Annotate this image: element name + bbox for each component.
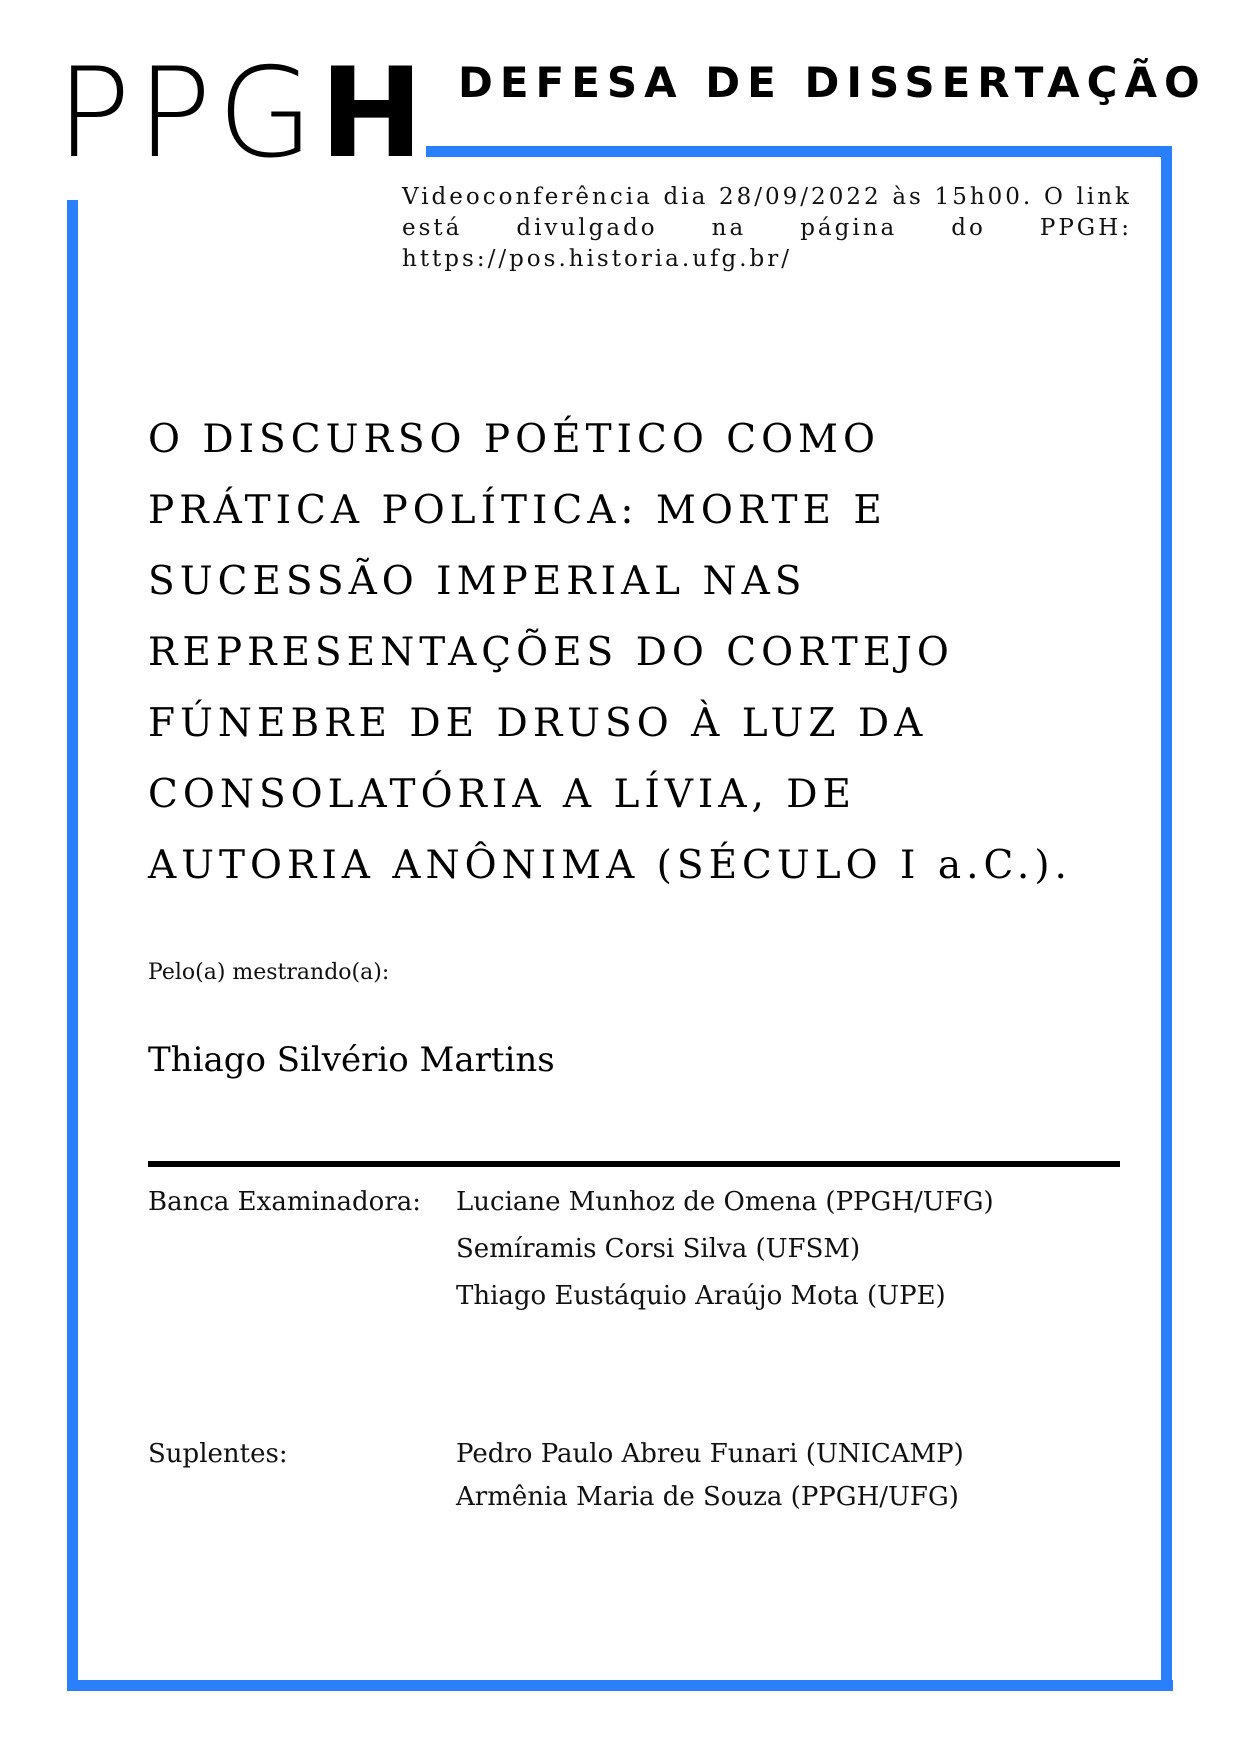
logo-main: PPG [56, 42, 320, 186]
title-line: CONSOLATÓRIA A LÍVIA, DE [148, 772, 857, 817]
title-line: O DISCURSO POÉTICO COMO [148, 417, 880, 462]
dissertation-title [148, 404, 1148, 901]
title-line: FÚNEBRE DE DRUSO À LUZ DA [148, 701, 928, 746]
committee-member: Thiago Eustáquio Araújo Mota (UPE) [456, 1280, 946, 1311]
event-info: Videoconferência dia 28/09/2022 às 15h00. O link está divulgado na página do PPGH: https://pos.historia.ufg.br/ [402, 184, 1132, 272]
substitute-member: Pedro Paulo Abreu Funari (UNICAMP) [456, 1438, 964, 1469]
title-line: SUCESSÃO IMPERIAL NAS [148, 559, 807, 604]
frame-left-border [67, 200, 78, 1691]
committee-label: Banca Examinadora: [148, 1186, 422, 1217]
substitutes [148, 1432, 964, 1518]
title-line: PRÁTICA POLÍTICA: MORTE E [148, 488, 887, 533]
committee-member: Semíramis Corsi Silva (UFSM) [456, 1233, 861, 1264]
substitutes-label: Suplentes: [148, 1438, 288, 1469]
frame-top-border [426, 146, 1172, 157]
title-line: REPRESENTAÇÕES DO CORTEJO [148, 630, 954, 675]
logo-last-letter: H [319, 42, 430, 186]
student-name: Thiago Silvério Martins [148, 1040, 555, 1080]
page-heading: DEFESA DE DISSERTAÇÃO [458, 58, 1207, 107]
frame-bottom-border [67, 1680, 1173, 1691]
title-line: AUTORIA ANÔNIMA (SÉCULO I a.C.). [148, 843, 1072, 888]
ppgh-logo [56, 42, 430, 186]
frame-right-border [1161, 146, 1172, 1691]
committee-member: Luciane Munhoz de Omena (PPGH/UFG) [456, 1186, 994, 1217]
examination-committee [148, 1178, 994, 1319]
divider [148, 1161, 1120, 1167]
substitute-member: Armênia Maria de Souza (PPGH/UFG) [456, 1481, 959, 1512]
student-label: Pelo(a) mestrando(a): [148, 960, 390, 985]
